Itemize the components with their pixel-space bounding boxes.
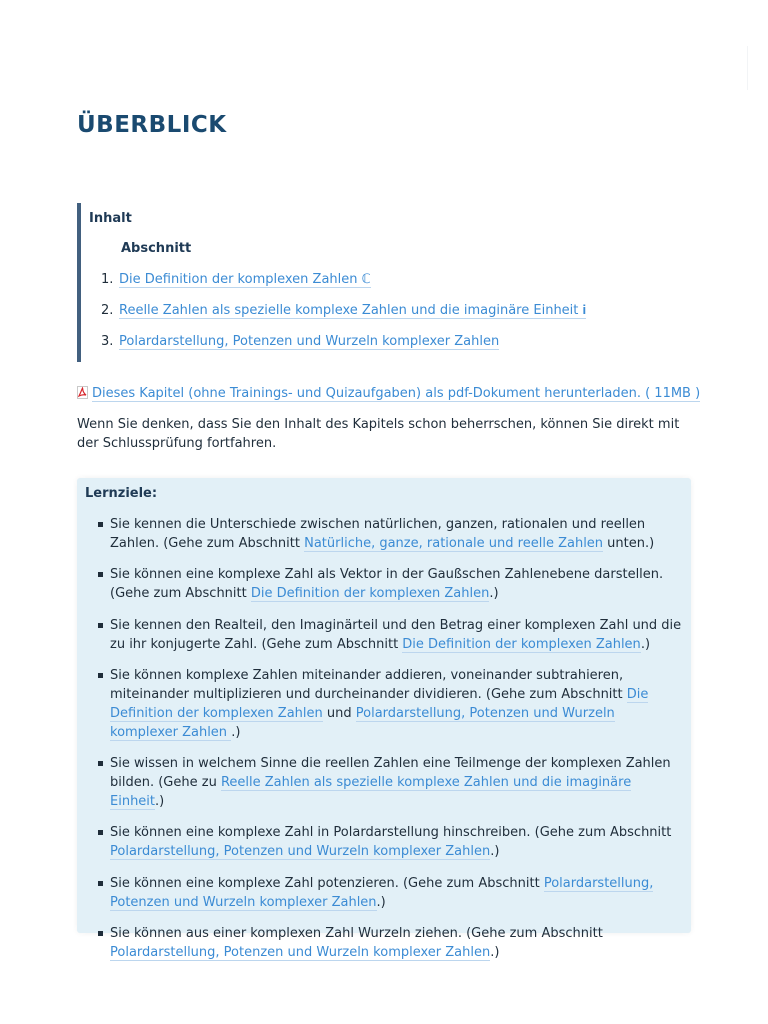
learning-goal-item [77, 874, 691, 912]
goal-link[interactable]: Die Definition der komplexen Zahlen [250, 586, 490, 602]
goal-text: Sie können eine komplexe Zahl als Vektor in der Gaußschen Zahlenebene darstellen. (Gehe zum Abschnitt [110, 567, 664, 602]
page-edge-divider [747, 46, 748, 90]
toc-subtitle: Abschnitt [121, 241, 192, 256]
goal-link[interactable]: Reelle Zahlen als spezielle komplexe Zahlen und die imaginäre Einheit [110, 775, 632, 810]
learning-goal-item [77, 666, 691, 742]
goal-link[interactable]: Polardarstellung, Potenzen und Wurzeln komplexer Zahlen [110, 945, 491, 961]
goal-text-end: .) [640, 636, 651, 652]
square-bullet-icon [98, 830, 103, 835]
goal-link[interactable]: Natürliche, ganze, rationale und reelle Zahlen [304, 536, 604, 551]
goal-text: Sie können eine komplexe Zahl in Polardarstellung hinschreiben. (Gehe zum Abschnitt [110, 825, 672, 841]
pdf-download-link[interactable]: Dieses Kapitel (ohne Trainings- und Quizaufgaben) als pdf-Dokument herunterladen. ( 11MB ) [92, 386, 701, 401]
learning-goals-list [77, 515, 691, 974]
learning-goals-title: Lernziele: [85, 486, 158, 501]
square-bullet-icon [98, 673, 103, 678]
goal-text: Sie kennen den Realteil, den Imaginärteil und den Betrag einer komplexen Zahl und die zu ihr konjugerte Zahl. (Gehe zum Abschnitt [110, 617, 682, 652]
goal-text-end: .) [490, 945, 500, 961]
goal-link[interactable]: Polardarstellung, Potenzen und Wurzeln komplexer Zahlen [110, 844, 491, 860]
square-bullet-icon [98, 623, 103, 628]
square-bullet-icon [98, 761, 103, 766]
goal-text: Sie kennen die Unterschiede zwischen natürlichen, ganzen, rationalen und reellen Zahlen. (Gehe zum Abschnitt [110, 517, 646, 551]
goal-link[interactable]: Die Definition der komplexen Zahlen [402, 636, 641, 652]
square-bullet-icon [98, 572, 103, 577]
goal-text-end: .) [376, 894, 386, 910]
learning-goal-item [77, 823, 691, 861]
toc-item [81, 300, 586, 331]
goal-link-secondary[interactable]: Polardarstellung, Potenzen und Wurzeln komplexer Zahlen [110, 705, 615, 740]
goal-text: Sie wissen in welchem Sinne die reellen Zahlen eine Teilmenge der komplexen Zahlen bilden. (Gehe zu [110, 756, 671, 791]
goal-text-end: .) [490, 844, 500, 860]
table-of-contents [77, 203, 681, 362]
toc-item [81, 269, 586, 300]
toc-list [81, 269, 586, 362]
toc-link-polar[interactable]: Polardarstellung, Potenzen und Wurzeln komplexer Zahlen [119, 334, 500, 349]
toc-item-number: 2. [101, 303, 114, 318]
learning-goals-box [77, 478, 691, 961]
pdf-download-row [77, 384, 700, 404]
goal-text-end: .) [231, 724, 241, 740]
learning-goal-item [77, 924, 691, 962]
learning-goal-item [77, 754, 691, 811]
toc-item-number: 1. [101, 272, 114, 287]
goal-link[interactable]: Polardarstellung, Potenzen und Wurzeln komplexer Zahlen [110, 875, 654, 910]
learning-goal-item [77, 616, 691, 654]
goal-text: Sie können komplexe Zahlen miteinander addieren, voneinander subtrahieren, miteinander multiplizieren und durcheinander dividieren. (Gehe zum Abschnitt [110, 667, 627, 702]
square-bullet-icon [98, 931, 103, 936]
goal-text-end: unten.) [603, 536, 655, 551]
goal-text-end: .) [489, 586, 499, 602]
goal-text-end: .) [155, 794, 165, 810]
learning-goal-item [77, 565, 691, 603]
pdf-icon[interactable] [77, 386, 88, 399]
toc-link-definition[interactable]: Die Definition der komplexen Zahlen ℂ [119, 272, 371, 287]
page-title: ÜBERBLICK [77, 112, 227, 138]
goal-link[interactable]: Die Definition der komplexen Zahlen [110, 686, 649, 721]
learning-goal-item [77, 515, 691, 553]
goal-text: Sie können aus einer komplexen Zahl Wurzeln ziehen. (Gehe zum Abschnitt [110, 926, 603, 942]
square-bullet-icon [98, 881, 103, 886]
toc-title: Inhalt [89, 211, 132, 226]
toc-link-real-numbers[interactable]: Reelle Zahlen als spezielle komplexe Zahlen und die imaginäre Einheit 𝐢 [119, 303, 587, 318]
goal-text: Sie können eine komplexe Zahl potenzieren. (Gehe zum Abschnitt [110, 875, 544, 891]
square-bullet-icon [98, 522, 103, 527]
goal-text-middle: und [322, 705, 356, 721]
toc-item [81, 331, 586, 362]
toc-item-number: 3. [101, 334, 114, 349]
intro-paragraph: Wenn Sie denken, dass Sie den Inhalt des Kapitels schon beherrschen, können Sie direkt mit der Schlussprüfung fortfahren. [77, 417, 680, 451]
